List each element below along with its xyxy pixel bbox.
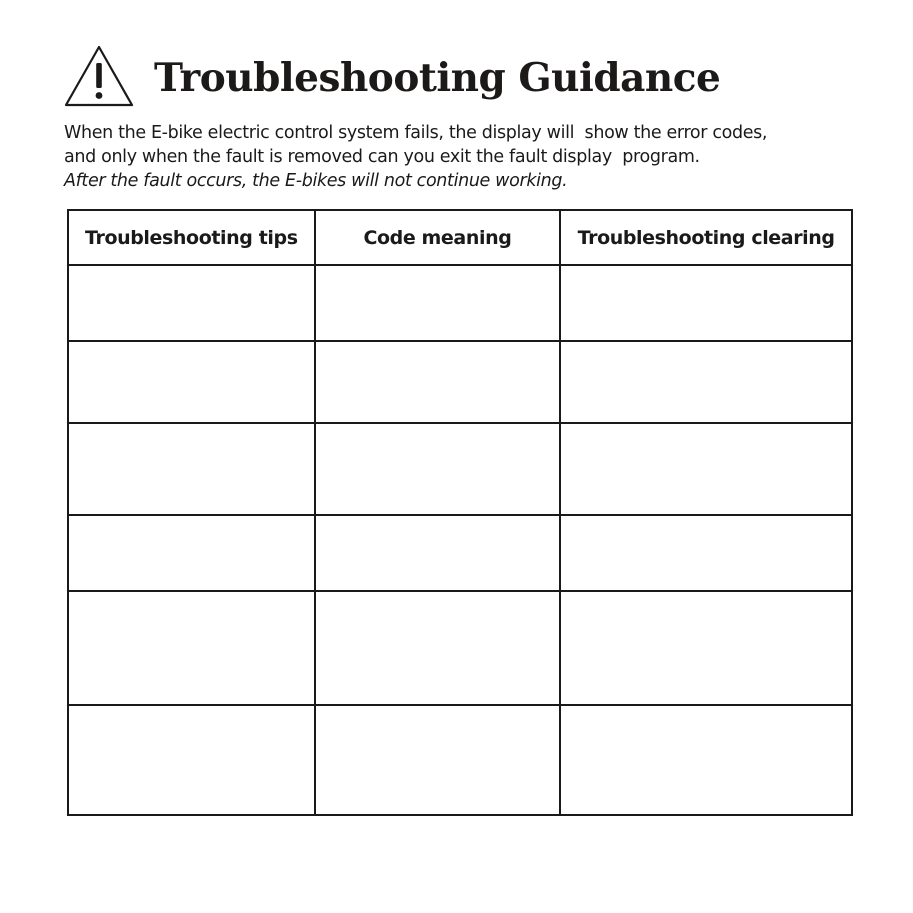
- intro-text: [64, 121, 864, 193]
- table-row: [68, 591, 852, 705]
- table-row: [68, 341, 852, 423]
- table-header-row: [68, 210, 852, 265]
- column-header-troubleshooting-tips: Troubleshooting tips: [68, 210, 315, 265]
- table-cell-clearing: [560, 515, 852, 591]
- intro-note: After the fault occurs, the E-bikes will not continue working.: [64, 171, 568, 191]
- table-cell-clearing: [560, 265, 852, 341]
- column-header-code-meaning: Code meaning: [315, 210, 561, 265]
- table-cell-code-meaning: [315, 515, 561, 591]
- troubleshooting-table: [67, 209, 853, 816]
- table-cell-tips: [68, 265, 315, 341]
- table-header: [68, 210, 852, 265]
- intro-line-1: When the E-bike electric control system fails, the display will show the error codes,: [64, 123, 768, 143]
- table-cell-tips: [68, 423, 315, 515]
- table-cell-code-meaning: [315, 423, 561, 515]
- table-cell-clearing: [560, 705, 852, 815]
- page-title: Troubleshooting Guidance: [154, 55, 721, 101]
- intro-line-2: and only when the fault is removed can you exit the fault display program.: [64, 147, 700, 167]
- table-row: [68, 705, 852, 815]
- table-cell-clearing: [560, 591, 852, 705]
- table-cell-code-meaning: [315, 591, 561, 705]
- table-cell-clearing: [560, 341, 852, 423]
- table-cell-code-meaning: [315, 705, 561, 815]
- table-cell-tips: [68, 341, 315, 423]
- table-cell-clearing: [560, 423, 852, 515]
- column-header-troubleshooting-clearing: Troubleshooting clearing: [560, 210, 852, 265]
- table-cell-tips: [68, 591, 315, 705]
- table-row: [68, 423, 852, 515]
- table-cell-tips: [68, 515, 315, 591]
- warning-triangle-icon: [63, 44, 135, 108]
- table-row: [68, 265, 852, 341]
- table-cell-tips: [68, 705, 315, 815]
- table-cell-code-meaning: [315, 341, 561, 423]
- table-body: [68, 265, 852, 815]
- header: [63, 44, 863, 108]
- table-cell-code-meaning: [315, 265, 561, 341]
- table-row: [68, 515, 852, 591]
